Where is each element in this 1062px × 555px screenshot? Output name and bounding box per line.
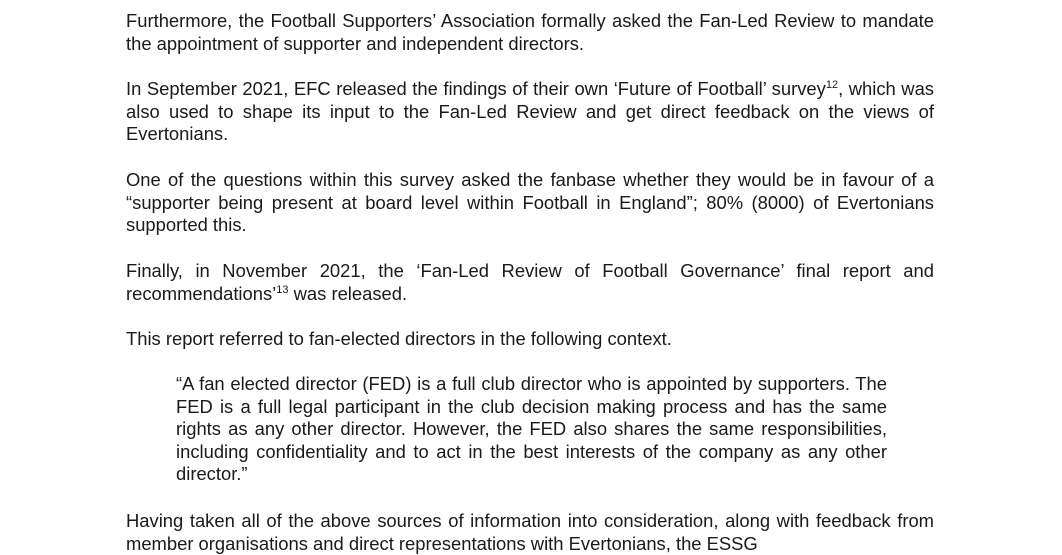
paragraph-essg-consideration: Having taken all of the above sources of information into consideration, along with feedback from member organisations and direct representations with Evertonians, the ESSG xyxy=(126,510,934,554)
paragraph-text: In September 2021, EFC released the findings of their own ‘Future of Football’ survey xyxy=(126,78,826,99)
footnote-reference: 12 xyxy=(825,79,839,91)
footnote-reference: 13 xyxy=(276,283,289,296)
paragraph-fan-led-review-report xyxy=(126,260,934,305)
paragraph-fsa-request: Furthermore, the Football Supporters’ Association formally asked the Fan-Led Review to mandate the appointment of supporter and independent directors. xyxy=(126,10,934,54)
paragraph-future-of-football-survey xyxy=(126,78,934,146)
paragraph-report-context: This report referred to fan-elected directors in the following context. xyxy=(126,328,672,349)
block-quote-fed-definition: “A fan elected director (FED) is a full club director who is appointed by supporters. The FED is a full legal participant in the club decision making process and has the same rights as any other director. However, the FED also shares the same responsibilities, including confidentiality and to act in the best interests of the company as any other director.” xyxy=(176,373,887,485)
paragraph-text: , which was also used to shape its input to the Fan-Led Review and get direct feedback on the views of Evertonians. xyxy=(126,78,934,145)
paragraph-text: Finally, in November 2021, the ‘Fan-Led Review of Football Governance’ final report and recommendations’ xyxy=(126,260,934,304)
paragraph-text: was released. xyxy=(288,282,408,304)
paragraph-survey-question: One of the questions within this survey asked the fanbase whether they would be in favour of a “supporter being present at board level within Football in England”; 80% (8000) of Evertonians supported this. xyxy=(126,169,934,236)
